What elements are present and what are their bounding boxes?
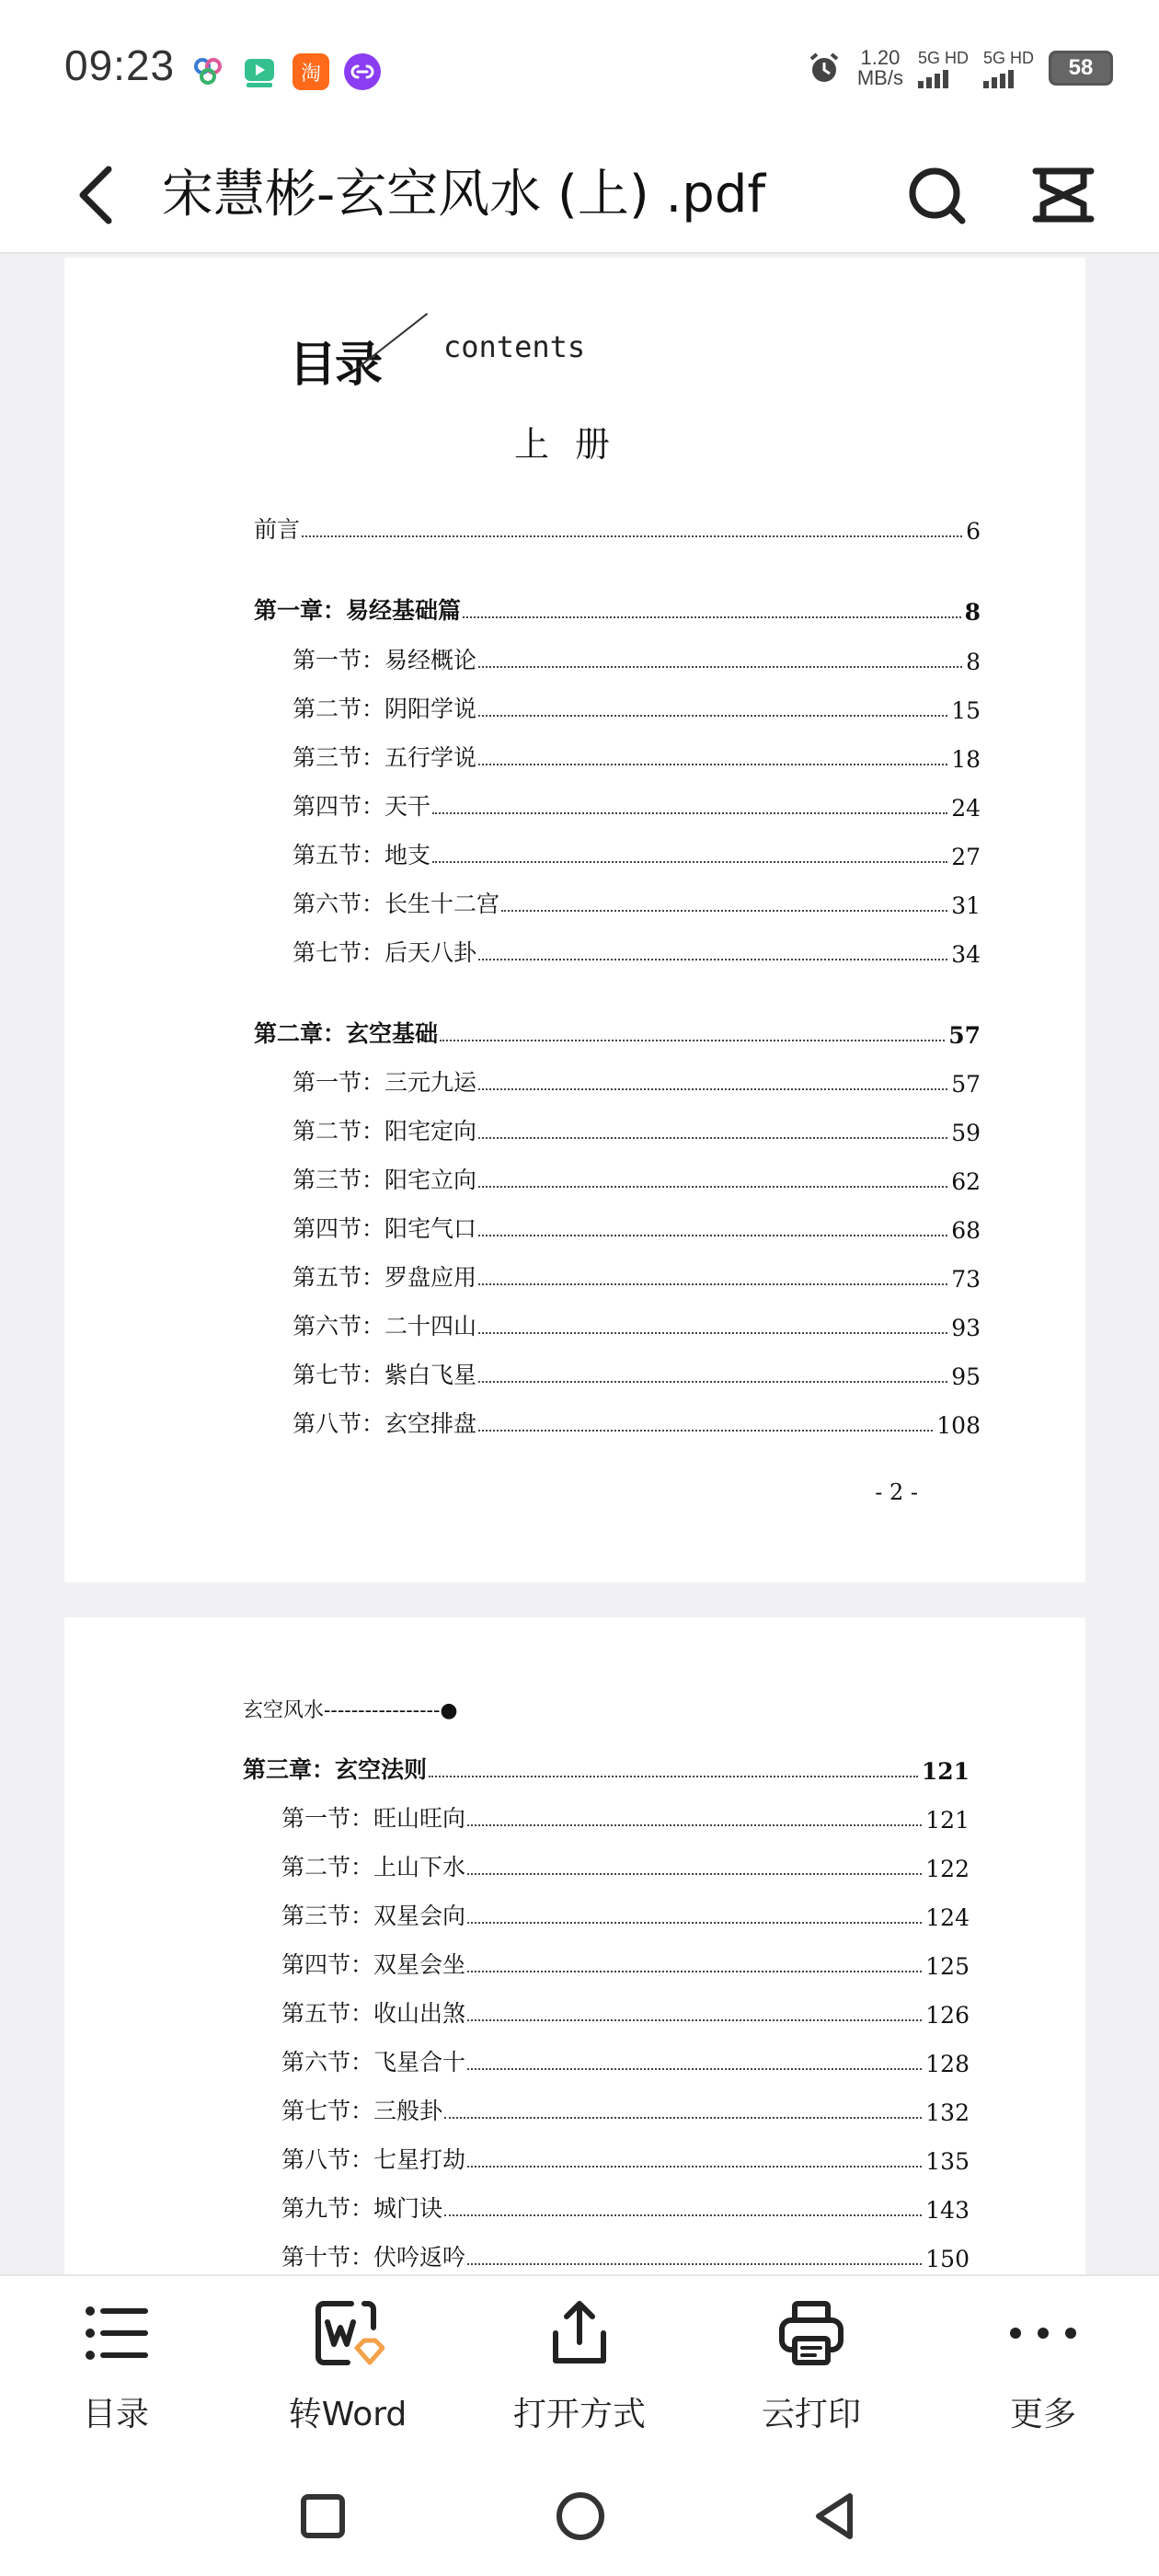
taobao-icon — [293, 53, 329, 90]
toc-entry-title: 第二节：上山下水 — [281, 1854, 466, 1880]
taobao-glyph: 淘 — [300, 62, 321, 86]
toc-leader-dots — [444, 2117, 922, 2119]
toc-section-entry[interactable] — [293, 1113, 981, 1146]
toc-section-entry[interactable] — [293, 1162, 981, 1195]
toc-entry-page: 121 — [921, 1758, 970, 1785]
toc-entry-page: 27 — [951, 844, 981, 870]
toc-leader-dots — [432, 812, 947, 814]
toc-section-entry[interactable] — [281, 1800, 970, 1834]
toc-entry-page: 150 — [925, 2246, 970, 2272]
open-with-label: 打开方式 — [512, 2396, 646, 2433]
toc-entry-title: 前言 — [254, 516, 301, 543]
toc-entry-page: 62 — [951, 1168, 981, 1195]
toc-entry-page: 132 — [925, 2099, 970, 2126]
toc-entry-title: 第二节：阴阳学说 — [293, 696, 477, 722]
toc-section-entry[interactable] — [293, 642, 981, 675]
search-button[interactable] — [901, 158, 975, 232]
toc-section-entry[interactable] — [293, 1211, 981, 1244]
toc-entry-title: 第五节：收山出煞 — [281, 2000, 466, 2027]
toc-leader-dots — [429, 1776, 918, 1777]
toc-leader-dots — [478, 959, 947, 960]
toc-leader-dots — [467, 2068, 922, 2070]
system-back-button[interactable] — [804, 2484, 868, 2548]
toc-entry-title: 第七节：后天八卦 — [293, 939, 477, 966]
title-bar — [0, 138, 1159, 254]
toc-section-entry[interactable] — [293, 788, 981, 822]
toc-entry-page: 8 — [966, 649, 981, 675]
toc-entry-page: 68 — [951, 1217, 981, 1244]
toc-entry-title: 第五节：地支 — [293, 842, 431, 868]
toc-section-entry[interactable] — [293, 1259, 981, 1293]
back-arrow-icon — [68, 158, 127, 232]
toc-entry-title: 第一节：三元九运 — [293, 1069, 477, 1096]
toc-entry-page: 15 — [951, 697, 981, 724]
more-dots-icon — [1006, 2296, 1080, 2370]
toc-leader-dots — [467, 1824, 922, 1826]
sim2-signal — [983, 49, 1034, 88]
alarm-icon — [806, 50, 843, 86]
toc-section-entry[interactable] — [293, 1064, 981, 1098]
net-speed-value: 1.20 — [860, 46, 901, 69]
toc-entry-title: 第一节：旺山旺向 — [281, 1805, 466, 1832]
toc-section-entry[interactable] — [281, 1849, 970, 1882]
toc-section-entry[interactable] — [293, 935, 981, 968]
toc-leader-dots — [478, 1186, 947, 1188]
toc-entry-title: 第七节：紫白飞星 — [293, 1362, 477, 1388]
toc-entry-title: 第七节：三般卦 — [281, 2098, 443, 2124]
toc-entry-title: 第六节：长生十二宫 — [293, 891, 500, 917]
toc-section-entry[interactable] — [293, 740, 981, 773]
running-head: 玄空风水-----------------● — [243, 1699, 458, 1722]
toc-entry-title: 第四节：双星会坐 — [281, 1951, 466, 1978]
toc-leader-dots — [467, 2019, 922, 2021]
page-mode-icon — [1027, 158, 1100, 232]
toc-section-entry[interactable] — [281, 2239, 970, 2272]
toc-entry-title: 第十节：伏吟返吟 — [281, 2244, 466, 2271]
word-convert-icon — [311, 2296, 384, 2370]
list-icon — [79, 2296, 153, 2370]
page-view-button[interactable] — [1027, 158, 1100, 232]
toc-chapter-entry[interactable] — [254, 592, 981, 626]
toc-entry-page: 57 — [951, 1071, 981, 1098]
recent-apps-button[interactable] — [291, 2484, 355, 2548]
page-number: - 2 - — [875, 1479, 918, 1505]
toc-section-entry[interactable] — [293, 1357, 981, 1390]
toc-entry-page: 73 — [951, 1266, 981, 1293]
toc-leader-dots — [463, 616, 961, 618]
contents-logo — [289, 313, 675, 396]
toc-leader-dots — [478, 1283, 947, 1285]
toc-entry-title: 第四节：阳宅气口 — [293, 1215, 477, 1242]
sim1-signal — [918, 49, 969, 88]
more-label: 更多 — [1009, 2396, 1076, 2433]
bottom-toolbar — [0, 2274, 1159, 2456]
toc-entry-page: 108 — [936, 1412, 981, 1439]
toc-entry-page: 126 — [925, 2002, 970, 2029]
toc-leader-dots — [478, 715, 947, 717]
toc-entry-title: 第二节：阳宅定向 — [293, 1118, 477, 1144]
square-icon — [291, 2484, 355, 2548]
toc-entry-page: 128 — [925, 2051, 970, 2077]
more-button[interactable] — [927, 2276, 1159, 2456]
toc-leader-dots — [478, 1381, 947, 1383]
signal-bars-icon — [918, 70, 948, 88]
toc-leader-dots — [467, 2263, 922, 2265]
open-with-button[interactable] — [464, 2276, 695, 2456]
toc-chapter-entry[interactable] — [243, 1752, 970, 1785]
toc-entry-page: 143 — [925, 2197, 970, 2224]
toc-leader-dots — [478, 666, 962, 668]
toc-leader-dots — [302, 535, 962, 537]
network-app-icon — [189, 53, 226, 90]
status-indicators — [806, 48, 1113, 88]
toc-entry-page: 18 — [951, 746, 981, 773]
logo-cn: 目录 — [289, 338, 382, 393]
cloud-print-button[interactable] — [695, 2276, 927, 2456]
link-app-icon — [344, 53, 381, 90]
logo-en: contents — [443, 329, 586, 364]
share-icon — [543, 2296, 616, 2370]
toc-leader-dots — [478, 1088, 947, 1090]
video-app-icon — [241, 53, 278, 90]
toc-chapter-entry[interactable] — [254, 512, 981, 545]
toc-entry-title: 第六节：飞星合十 — [281, 2049, 466, 2076]
to-word-label: 转Word — [288, 2396, 407, 2433]
toc-section-entry[interactable] — [281, 2191, 970, 2224]
toc-section-entry[interactable] — [293, 1406, 981, 1439]
system-navigation-bar — [0, 2455, 1159, 2576]
toc-entry-title: 第六节：二十四山 — [293, 1313, 477, 1340]
toc-leader-dots — [444, 2214, 922, 2216]
search-icon — [901, 158, 975, 232]
toc-entry-page: 121 — [925, 1807, 970, 1834]
toc-leader-dots — [478, 1430, 933, 1432]
toc-entry-title: 第一章：易经基础篇 — [254, 597, 462, 624]
toc-entry-title: 第一节：易经概论 — [293, 647, 477, 673]
toc-label: 目录 — [82, 2396, 149, 2433]
toc-entry-page: 34 — [951, 941, 981, 968]
toc-entry-page: 24 — [951, 795, 981, 822]
volume-title: 上册 — [513, 424, 636, 465]
toc-entry-page: 93 — [951, 1315, 981, 1341]
toc-section-entry[interactable] — [293, 1308, 981, 1341]
toc-entry-page: 95 — [951, 1363, 981, 1390]
cloud-print-label: 云打印 — [761, 2396, 861, 2433]
toc-entry-title: 第三章：玄空法则 — [243, 1756, 428, 1783]
toc-leader-dots — [478, 1235, 947, 1236]
toc-entry-page: 124 — [925, 1904, 970, 1931]
network-speed — [857, 48, 903, 88]
toc-entry-page: 125 — [925, 1953, 970, 1980]
toc-entry-title: 第三节：阳宅立向 — [293, 1167, 477, 1193]
toc-entry-title: 第四节：天干 — [293, 793, 431, 820]
toc-entry-page: 122 — [925, 1856, 970, 1882]
toc-entry-title: 第八节：玄空排盘 — [293, 1410, 477, 1437]
sim2-label: 5G HD — [982, 48, 1034, 67]
toc-entry-title: 第八节：七星打劫 — [281, 2146, 466, 2173]
circle-icon — [548, 2484, 613, 2548]
toc-section-entry[interactable] — [293, 691, 981, 724]
toc-entry-title: 第五节：罗盘应用 — [293, 1264, 477, 1291]
triangle-back-icon — [804, 2484, 868, 2548]
toc-leader-dots — [432, 861, 947, 863]
toc-button[interactable] — [0, 2276, 232, 2456]
toc-leader-dots — [478, 1332, 947, 1334]
home-button[interactable] — [548, 2484, 613, 2548]
toc-entry-page: 31 — [951, 892, 981, 919]
notification-icons — [189, 53, 381, 90]
toc-leader-dots — [478, 764, 947, 765]
to-word-button[interactable] — [232, 2276, 464, 2456]
toc-leader-dots — [440, 1040, 945, 1041]
sim1-label: 5G HD — [917, 48, 969, 67]
document-title: 宋慧彬-玄空风水 (上) .pdf — [162, 165, 766, 224]
toc-entry-page: 135 — [925, 2148, 970, 2175]
toc-leader-dots — [501, 910, 947, 912]
toc-leader-dots — [467, 1922, 922, 1924]
toc-section-entry[interactable] — [281, 1898, 970, 1931]
toc-chapter-entry[interactable] — [254, 1016, 981, 1049]
toc-entry-title: 第三节：五行学说 — [293, 744, 477, 771]
toc-section-entry[interactable] — [293, 837, 981, 870]
net-speed-unit: MB/s — [856, 66, 903, 89]
toc-leader-dots — [478, 1137, 947, 1139]
battery-indicator: 58 — [1049, 51, 1113, 86]
toc-section-entry[interactable] — [293, 886, 981, 919]
toc-leader-dots — [467, 1971, 922, 1972]
toc-leader-dots — [467, 2166, 922, 2168]
toc-entry-title: 第二章：玄空基础 — [254, 1020, 439, 1047]
pdf-page-3[interactable] — [64, 1617, 1085, 2280]
toc-section-entry[interactable] — [281, 1947, 970, 1980]
toc-section-entry[interactable] — [281, 2093, 970, 2126]
toc-entry-page: 8 — [964, 599, 981, 626]
toc-leader-dots — [467, 1873, 922, 1875]
toc-entry-title: 第三节：双星会向 — [281, 1903, 466, 1929]
status-bar — [0, 0, 1159, 138]
toc-entry-page: 57 — [948, 1022, 981, 1049]
signal-bars-icon — [983, 70, 1014, 88]
back-button[interactable] — [68, 158, 127, 232]
toc-entry-title: 第九节：城门诀 — [281, 2195, 443, 2222]
toc-section-entry[interactable] — [281, 1995, 970, 2029]
toc-entry-page: 59 — [951, 1120, 981, 1146]
toc-section-entry[interactable] — [281, 2142, 970, 2175]
toc-section-entry[interactable] — [281, 2044, 970, 2077]
pdf-page-2[interactable] — [64, 258, 1085, 1582]
toc-entry-page: 6 — [966, 518, 981, 545]
printer-icon — [775, 2296, 848, 2370]
status-time: 09:23 — [64, 41, 176, 89]
